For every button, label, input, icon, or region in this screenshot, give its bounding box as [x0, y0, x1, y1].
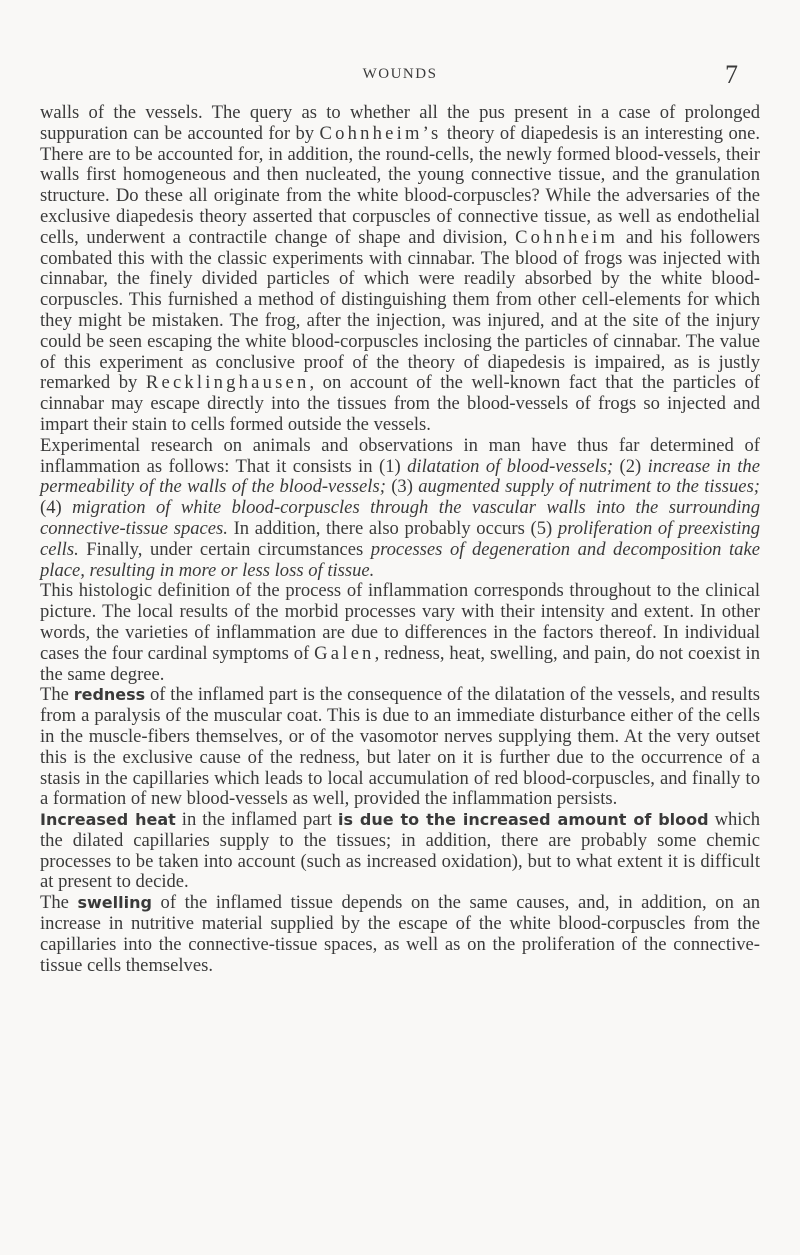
author-name: Galen: [314, 642, 375, 664]
italic-run: augmented supply of nutriment to the tissues;: [418, 476, 760, 498]
text-run: of the inflamed part is the consequence of the dilatation of the vessels, and results from a paralysis of the muscular coat. This is due to an immediate disturbance either of the cells in the muscle-fibers themselves, or of the vasomotor nerves supplying them. At the very outset this is the exclusive cause of the redness, but later on it is further due to the occurrence of a stasis in the capillaries which leads to local accumulation of red blood-corpuscles, and finally to a formation of new blood-vessels as well, provided the inflammation persists.: [40, 684, 760, 810]
bold-term: is due to the increased amount of blood: [337, 810, 709, 830]
italic-run: increase in the permeability of the walls of the blood-vessels;: [40, 455, 760, 498]
text-run: Experimental research on animals and observations in man have thus far determined of inflammation as follows: That it consists in (1): [40, 434, 760, 477]
text-run: walls of the vessels. The query as to whether all the pus present in a case of prolonged suppuration can be accounted for by: [40, 102, 760, 144]
paragraph-3: [40, 581, 760, 685]
text-run: (3): [385, 476, 419, 498]
text-run: The: [40, 684, 74, 706]
italic-run: dilatation of blood-vessels;: [407, 455, 614, 477]
text-run: in the inflamed part: [175, 809, 338, 831]
paragraph-6: [40, 893, 760, 976]
running-head: [0, 60, 800, 89]
page-number: 7: [725, 60, 738, 89]
text-run: which the dilated capillaries supply to the tissues; in addition, there are probably some chemic processes to be taken into account (such as increased oxidation), but to what extent it is difficult at present to decide.: [40, 809, 761, 893]
text-run: The: [40, 892, 78, 914]
paragraph-1: [40, 103, 760, 436]
text-run: In addition, there also probably occurs (5): [227, 517, 558, 539]
author-name: Recklinghausen: [145, 372, 310, 394]
author-name: Cohnheim’s: [319, 122, 442, 144]
text-run: theory of diapedesis is an interesting one. There are to be accounted for, in addition, the round-cells, the newly formed blood-vessels, their walls first homogeneous and then nucleated, the young connective tissue, and the granulation structure. Do these all originate from the white blood-corpuscles? While the adversaries of the exclusive diapedesis theory asserted that corpuscles of connective tissue, as well as endothelial cells, underwent a contractile change of shape and division,: [40, 122, 760, 248]
paragraph-2: [40, 436, 760, 582]
text-run: Finally, under certain circumstances: [78, 538, 371, 560]
italic-run: proliferation of preexisting cells.: [40, 517, 760, 560]
text-run: (2): [613, 455, 648, 477]
bold-term: Increased heat: [40, 810, 176, 830]
bold-term: swelling: [77, 893, 152, 913]
text-run: , redness, heat, swelling, and pain, do not coexist in the same degree.: [40, 642, 760, 685]
running-title: WOUNDS: [362, 66, 438, 82]
text-run: (4): [40, 497, 73, 519]
italic-run: processes of degeneration and decomposition take place, resulting in more or less loss of tissue.: [40, 538, 760, 581]
bold-term: redness: [73, 685, 146, 705]
author-name: Cohnheim: [515, 226, 619, 248]
text-run: and his followers combated this with the classic experiments with cinnabar. The blood of frogs was injected with cinnabar, the finely divided particles of which were readily absorbed by the white blood-corpuscles. This furnished a method of distinguishing them from other cell-elements for which they might be mistaken. The frog, after the injection, was injured, and at the site of the injury could be seen escaping the white blood-corpuscles inclosing the particles of cinnabar. The value of this experiment as conclusive proof of the theory of diapedesis is impaired, as is justly remarked by: [40, 226, 760, 394]
paragraph-5: [40, 810, 760, 893]
text-run: of the inflamed tissue depends on the same causes, and, in addition, on an increase in nutritive material supplied by the escape of the white blood-corpuscles from the capillaries into the connective-tissue spaces, as well as on the proliferation of the connective-tissue cells themselves.: [40, 892, 761, 976]
text-run: , on account of the well-known fact that the particles of cinnabar may escape directly into the tissues from the blood-vessels of frogs so injected and impart their stain to cells formed outside the vessels.: [40, 372, 761, 435]
text-run: This histologic definition of the process of inflammation corresponds throughout to the clinical picture. The local results of the morbid processes vary with their intensity and extent. In other words, the varieties of inflammation are due to differences in the factors thereof. In individual cases the four cardinal symptoms of: [40, 580, 760, 664]
body-text: [40, 103, 760, 976]
paragraph-4: [40, 685, 760, 810]
italic-run: migration of white blood-corpuscles through the vascular walls into the surrounding connective-tissue spaces.: [40, 497, 760, 539]
